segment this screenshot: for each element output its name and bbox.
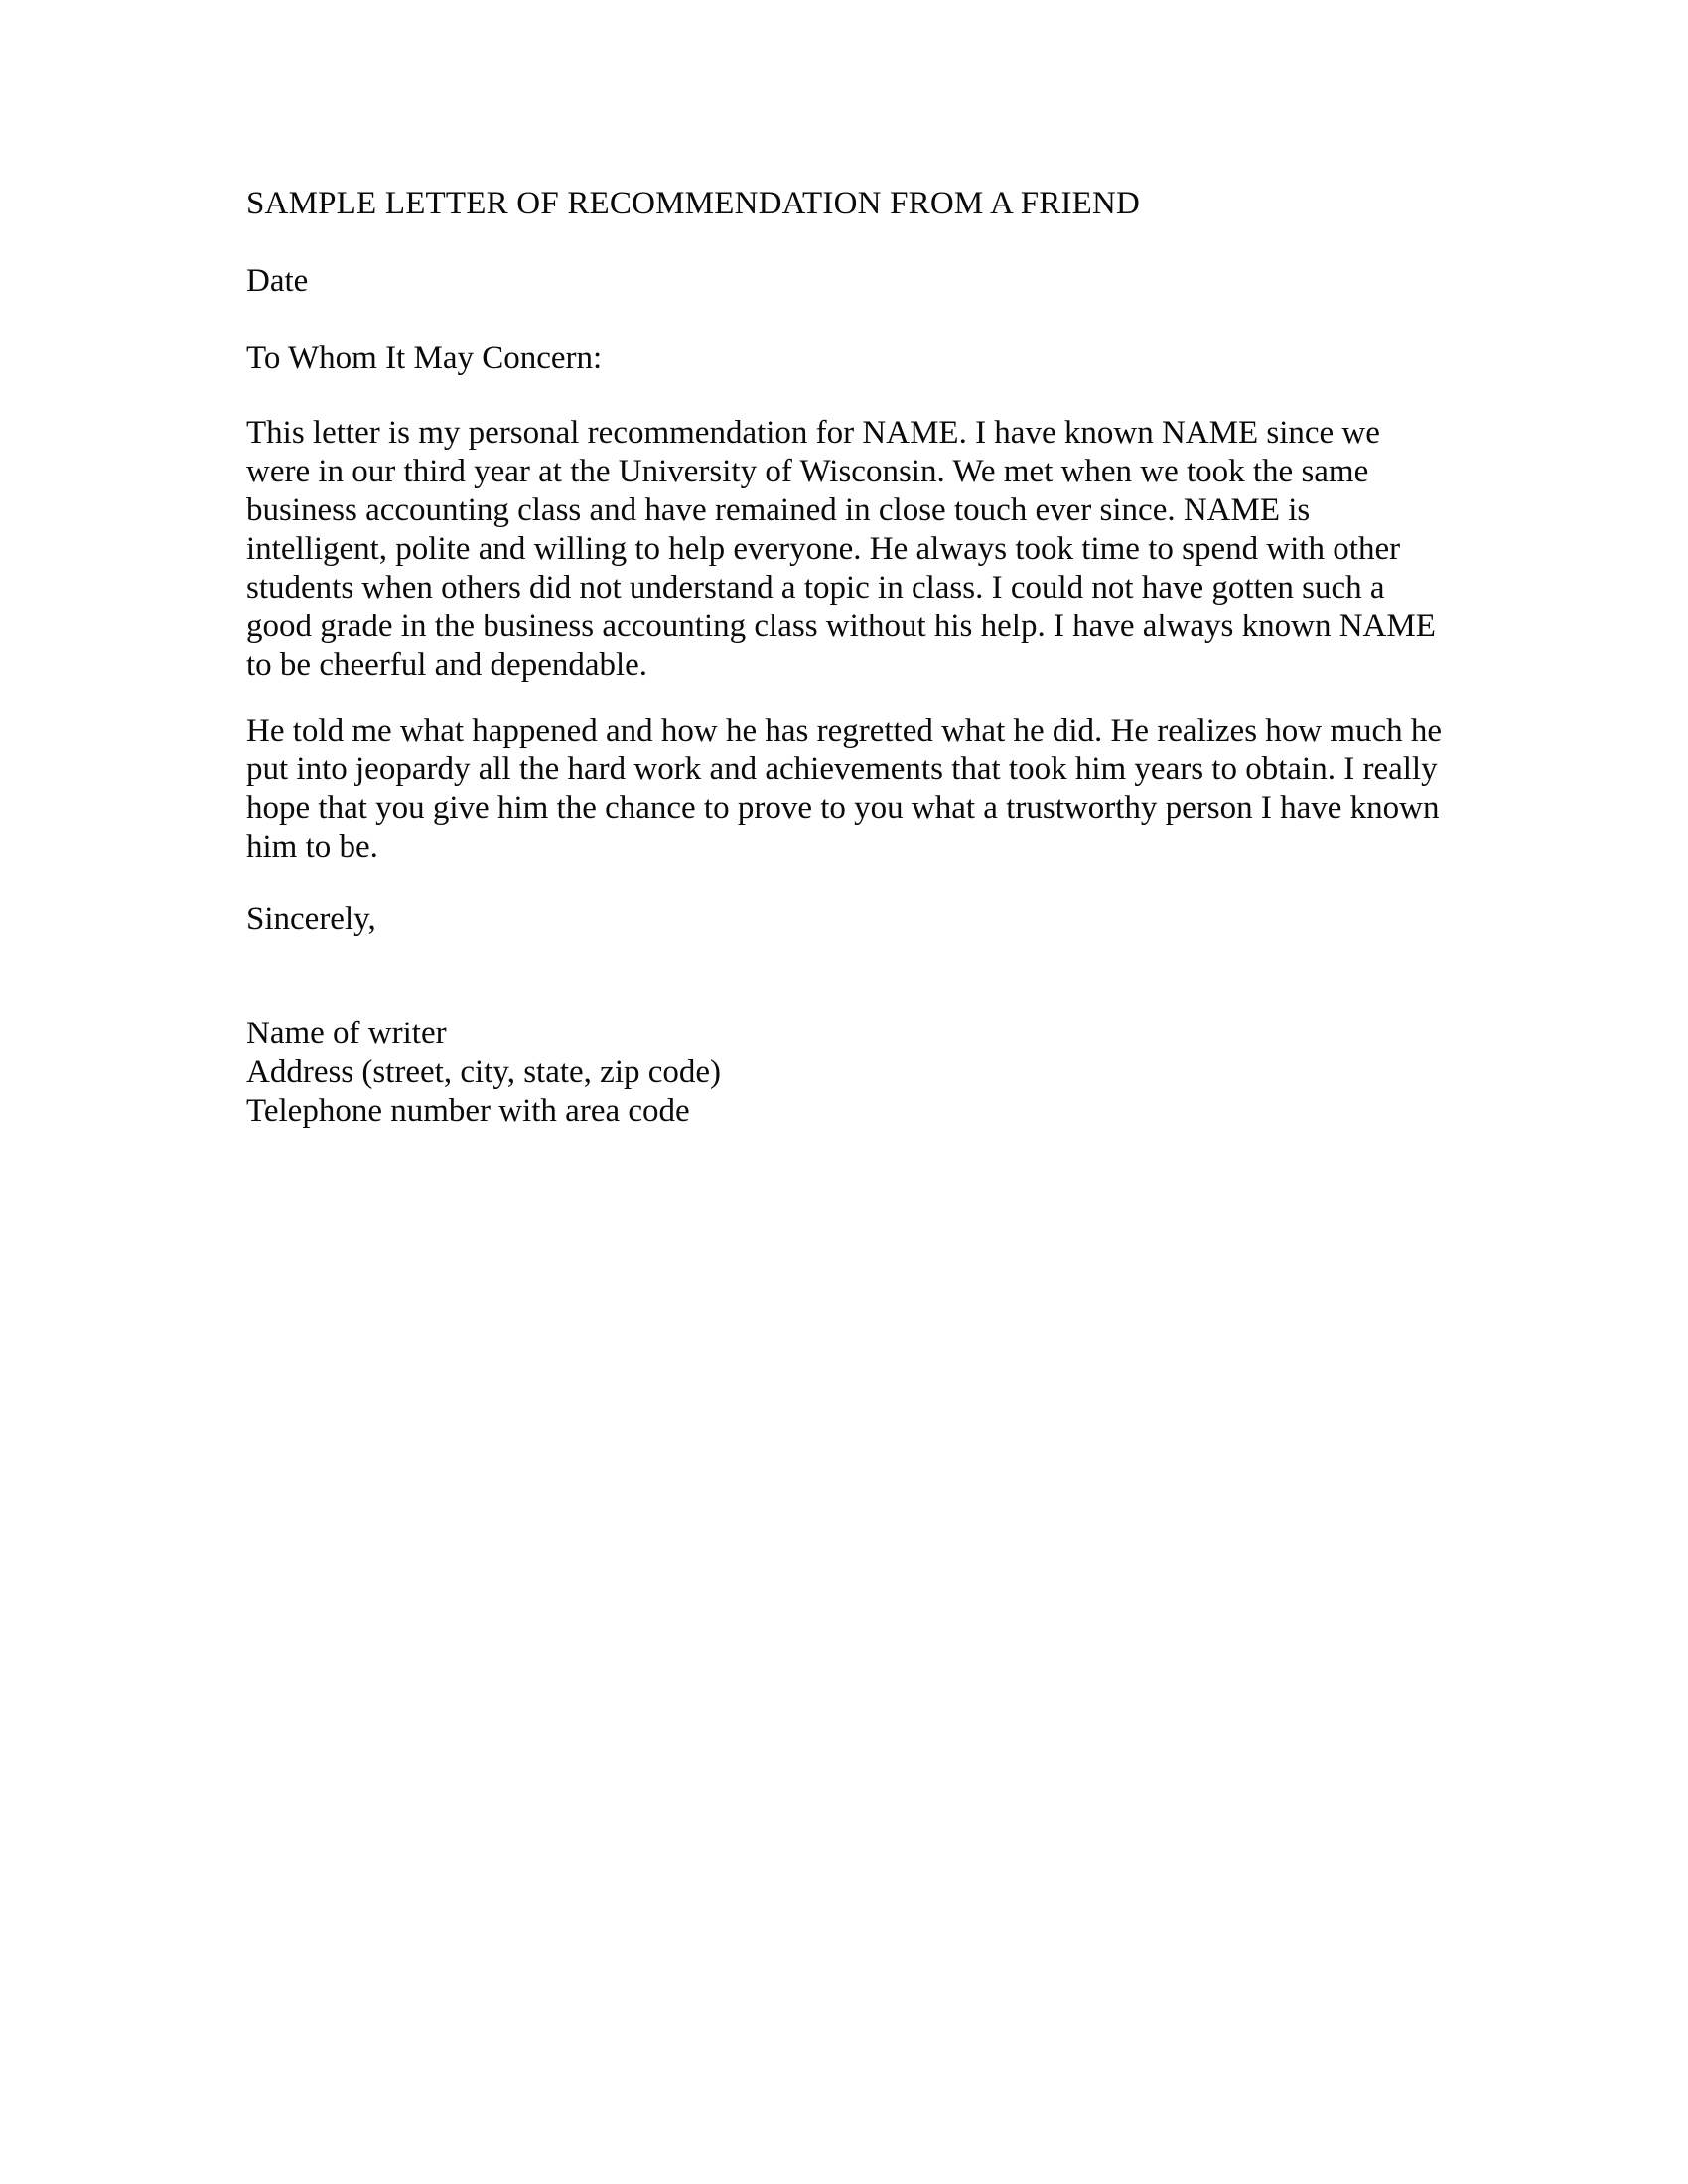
letter-title: SAMPLE LETTER OF RECOMMENDATION FROM A FRIEND <box>246 186 1141 221</box>
letter-paragraph-2: He told me what happened and how he has regretted what he did. He realizes how much he put into jeopardy all the hard work and achievements that took him years to obtain. I really hope that you give him the chance to prove to you what a trustworthy person I have known him to be. <box>246 713 1443 865</box>
letter-salutation: To Whom It May Concern: <box>246 341 603 376</box>
signature-address-line: Address (street, city, state, zip code) <box>246 1054 722 1090</box>
letter-closing: Sincerely, <box>246 901 376 937</box>
signature-block <box>246 1015 1448 1131</box>
signature-name-line: Name of writer <box>246 1016 447 1051</box>
letter-paragraph-1: This letter is my personal recommendation for NAME. I have known NAME since we were in our third year at the University of Wisconsin. We met when we took the same business accounting class and have remained in close touch ever since. NAME is intelligent, polite and willing to help everyone. He always took time to spend with other students when others did not understand a topic in class. I could not have gotten such a good grade in the business accounting class without his help. I have always known NAME to be cheerful and dependable. <box>246 415 1436 683</box>
letter-body <box>246 185 1448 1131</box>
letter-date-placeholder: Date <box>246 263 309 299</box>
signature-phone-line: Telephone number with area code <box>246 1093 690 1129</box>
